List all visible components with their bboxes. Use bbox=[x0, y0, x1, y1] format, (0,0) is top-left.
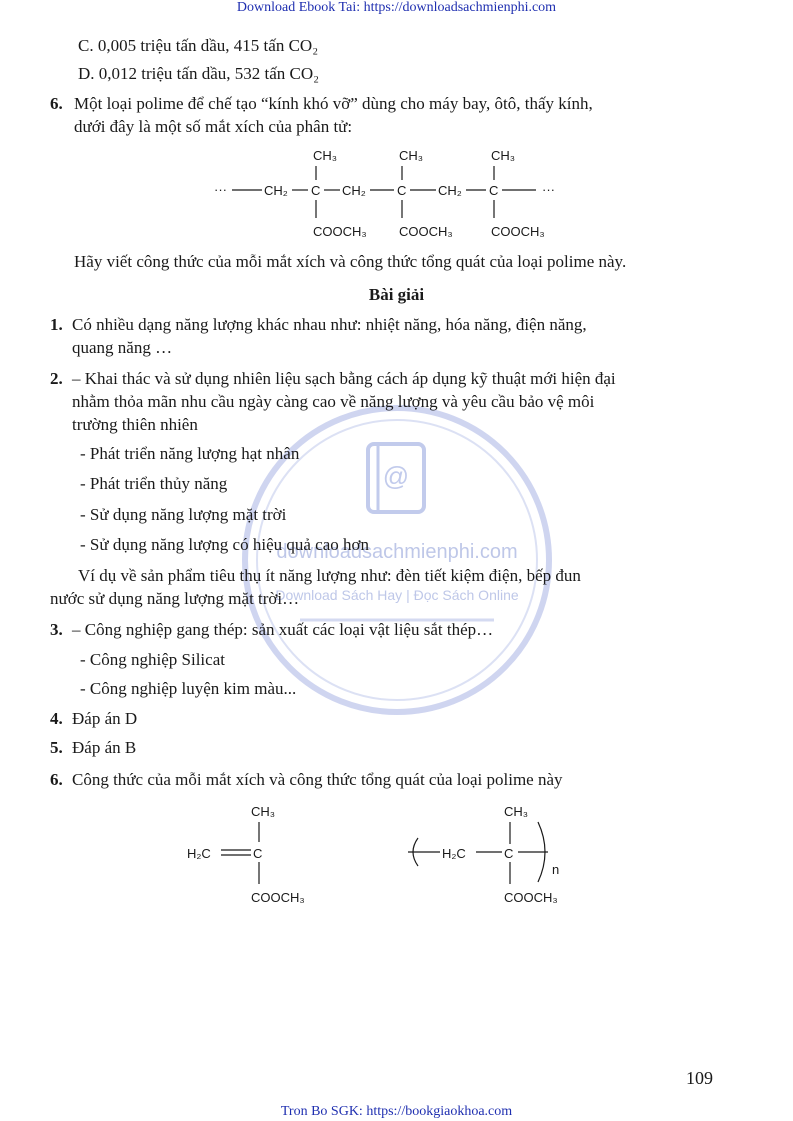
answer-3-number: 3. bbox=[50, 620, 63, 639]
header-link[interactable]: Download Ebook Tai: https://downloadsachmienphi.com bbox=[236, 0, 557, 15]
chain-ch3: CH₃ bbox=[313, 148, 338, 163]
answer-1-number: 1. bbox=[50, 315, 63, 334]
chain-c: C bbox=[397, 183, 407, 198]
monomer-h2c: H₂C bbox=[187, 846, 211, 861]
answer-3-bullet-1: - Công nghiệp Silicat bbox=[80, 650, 225, 669]
monomer-structure bbox=[185, 798, 345, 913]
answer-2-bullet-1: - Phát triển năng lượng hạt nhân bbox=[80, 444, 300, 463]
answer-5-number: 5. bbox=[50, 738, 63, 757]
answer-6-number: 6. bbox=[50, 770, 63, 789]
answer-2-bullet-2: - Phát triển thủy năng bbox=[80, 474, 228, 493]
answer-2-bullet-3: - Sử dụng năng lượng mặt trời bbox=[80, 505, 287, 524]
answer-2-number: 2. bbox=[50, 369, 63, 388]
answer-2-line-3: trường thiên nhiên bbox=[72, 415, 198, 434]
question-ask: Hãy viết công thức của mỗi mắt xích và công thức tổng quát của loại polime này. bbox=[74, 252, 627, 271]
question-number: 6. bbox=[50, 94, 63, 113]
page-number: 109 bbox=[686, 1068, 713, 1088]
answer-4-number: 4. bbox=[50, 709, 63, 728]
option-d: D. 0,012 triệu tấn dầu, 532 tấn CO₂ bbox=[78, 64, 320, 83]
solution-title: Bài giải bbox=[368, 285, 425, 304]
footer-link[interactable]: Tron Bo SGK: https://bookgiaokhoa.com bbox=[280, 1104, 513, 1119]
answer-2-example-1: Ví dụ về sản phẩm tiêu thụ ít năng lượng như: đèn tiết kiệm điện, bếp đun bbox=[78, 566, 581, 585]
chain-ch2: CH₂ bbox=[264, 183, 288, 198]
answer-4: Đáp án D bbox=[72, 709, 138, 728]
answer-2-example-2: nước sử dụng năng lượng mặt trời… bbox=[50, 589, 300, 608]
monomer-c: C bbox=[253, 846, 263, 861]
chain-cooch3: COOCH₃ bbox=[313, 224, 367, 239]
watermark-tagline: Download Sách Hay | Đọc Sách Online bbox=[275, 587, 519, 603]
answer-6: Công thức của mỗi mắt xích và công thức tổng quát của loại polime này bbox=[72, 770, 563, 789]
chain-ch2: CH₂ bbox=[342, 183, 366, 198]
chain-c: C bbox=[311, 183, 321, 198]
watermark-site: downloadsachmienphi.com bbox=[276, 541, 518, 563]
polymer-chain-diagram bbox=[200, 142, 600, 244]
answer-3-bullet-2: - Công nghiệp luyện kim màu... bbox=[80, 679, 297, 698]
notebook-icon bbox=[368, 444, 424, 512]
polymer-c: C bbox=[504, 846, 514, 861]
answer-3-line-1: – Công nghiệp gang thép: sản xuất các loại vật liệu sắt thép… bbox=[72, 620, 494, 639]
chain-dots-right: ··· bbox=[542, 182, 555, 197]
answer-2-line-1: – Khai thác và sử dụng nhiên liệu sạch bằng cách áp dụng kỹ thuật mới hiện đại bbox=[72, 369, 616, 388]
answer-1-line-1: Có nhiều dạng năng lượng khác nhau như: nhiệt năng, hóa năng, điện năng, bbox=[72, 315, 587, 334]
answer-2-bullet-4: - Sử dụng năng lượng có hiệu quả cao hơn bbox=[80, 535, 369, 554]
polymer-cooch3: COOCH₃ bbox=[504, 890, 558, 905]
question-line-2: dưới đây là một số mắt xích của phân tử: bbox=[74, 117, 353, 136]
monomer-cooch3: COOCH₃ bbox=[251, 890, 305, 905]
monomer-ch3: CH₃ bbox=[251, 804, 276, 819]
chain-cooch3: COOCH₃ bbox=[491, 224, 545, 239]
polymer-n-subscript: n bbox=[552, 862, 560, 877]
polymer-h2c: H₂C bbox=[442, 846, 466, 861]
question-line-1: Một loại polime để chế tạo “kính khó vỡ” dùng cho máy bay, ôtô, thấy kính, bbox=[74, 94, 593, 113]
chain-c: C bbox=[489, 183, 499, 198]
chain-ch3: CH₃ bbox=[491, 148, 516, 163]
svg-text:@: @ bbox=[382, 461, 410, 491]
answer-2-line-2: nhằm thỏa mãn nhu cầu ngày càng cao về năng lượng và yêu cầu bảo vệ môi bbox=[72, 392, 595, 411]
polymer-ch3: CH₃ bbox=[504, 804, 529, 819]
chain-ch3: CH₃ bbox=[399, 148, 424, 163]
chain-dots-left: ··· bbox=[214, 182, 227, 197]
option-c: C. 0,005 triệu tấn dầu, 415 tấn CO₂ bbox=[78, 36, 319, 55]
answer-1-line-2: quang năng … bbox=[72, 338, 173, 357]
answer-5: Đáp án B bbox=[72, 738, 137, 757]
chain-cooch3: COOCH₃ bbox=[399, 224, 453, 239]
chain-ch2: CH₂ bbox=[438, 183, 462, 198]
polymer-general-formula bbox=[400, 798, 600, 913]
